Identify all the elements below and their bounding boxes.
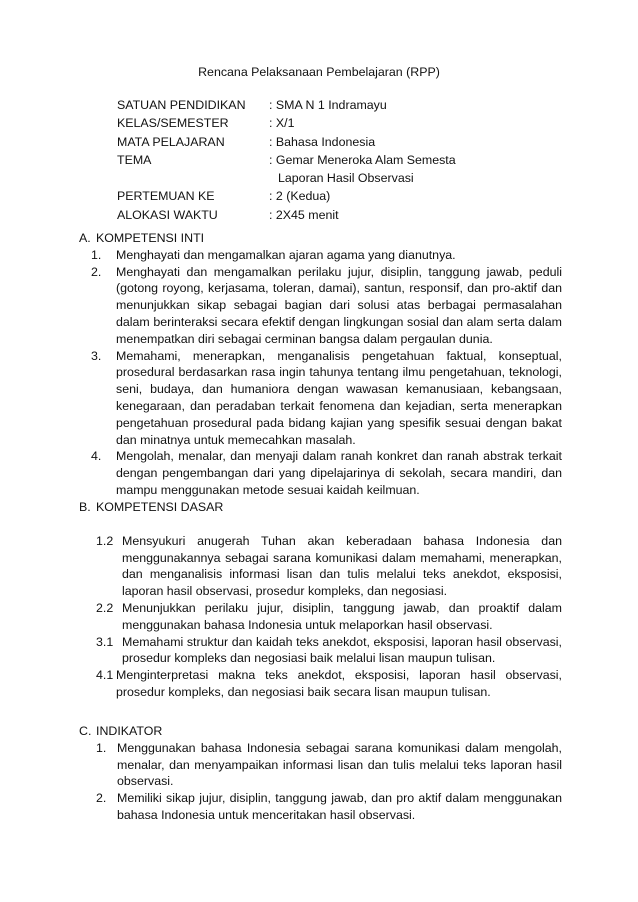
meta-row-theme xyxy=(117,151,537,169)
section-letter: A. xyxy=(79,231,91,245)
item-number: 3.1 xyxy=(96,634,114,649)
section-letter: C. xyxy=(79,724,92,738)
meta-value: : 2X45 menit xyxy=(269,207,339,222)
list-item xyxy=(96,740,562,790)
meta-row-subject xyxy=(117,133,537,151)
section-title: KOMPETENSI DASAR xyxy=(96,500,224,514)
meta-row-time-allocation xyxy=(117,206,537,224)
meta-label: KELAS/SEMESTER xyxy=(117,116,229,131)
meta-label: MATA PELAJARAN xyxy=(117,134,225,149)
section-title: INDIKATOR xyxy=(96,724,163,738)
item-number: 4.1 xyxy=(96,668,114,683)
item-text: Memiliki sikap jujur, disiplin, tanggung jawab, dan pro aktif dalam menggunakan bahasa Indonesia untuk menceritakan hasil observasi. xyxy=(117,791,562,822)
meta-label: ALOKASI WAKTU xyxy=(117,207,218,222)
section-list xyxy=(79,533,562,701)
meta-row-meeting xyxy=(117,187,537,205)
item-number: 3. xyxy=(91,348,102,363)
meta-value: : Gemar Meneroka Alam Semesta xyxy=(269,152,456,167)
meta-value: : Bahasa Indonesia xyxy=(269,134,376,149)
meta-label: PERTEMUAN KE xyxy=(117,189,215,204)
list-item xyxy=(91,247,562,264)
meta-label: TEMA xyxy=(117,152,152,167)
item-text: Mensyukuri anugerah Tuhan akan keberadaan bahasa Indonesia dan menggunakannya sebagai sarana komunikasi dalam memahami, menerapkan, dan menganalisis informasi lisan dan tulis melalui teks anekdot, eksposisi, laporan hasil observasi, prosedur kompleks, dan negosiasi. xyxy=(122,533,562,599)
document-title: Rencana Pelaksanaan Pembelajaran (RPP) xyxy=(198,65,440,79)
item-number: 1.2 xyxy=(96,533,114,548)
list-item xyxy=(96,790,562,824)
meta-row-class-semester xyxy=(117,114,537,132)
item-number: 2.2 xyxy=(96,600,114,615)
meta-label xyxy=(117,169,269,187)
item-text: Menghayati dan mengamalkan perilaku jujur, disiplin, tanggung jawab, peduli (gotong royong, kerjasama, toleran, damai), santun, responsif, dan pro-aktif dan menunjukkan sikap sebagai bagian dari solusi atas berbagai permasalahan dalam berinteraksi secara efektif dengan lingkungan sosial dan alam serta dalam menempatkan diri sebagai cerminan bangsa dalam pergaulan dunia. xyxy=(116,264,562,346)
section-heading xyxy=(79,723,562,740)
identity-table xyxy=(117,96,537,224)
meta-value: : X/1 xyxy=(269,116,295,131)
item-text: Menunjukkan perilaku jujur, disiplin, tanggung jawab, dan proaktif dalam menggunakan bahasa Indonesia untuk melaporkan hasil observasi. xyxy=(122,600,562,632)
meta-value: : SMA N 1 Indramayu xyxy=(269,98,387,112)
section-heading xyxy=(79,499,562,516)
item-number: 2. xyxy=(96,791,107,806)
section-kompetensi-dasar xyxy=(79,499,562,701)
section-indikator xyxy=(79,723,562,824)
section-list xyxy=(79,247,562,499)
list-item xyxy=(96,600,562,634)
item-text: Memahami struktur dan kaidah teks anekdot, eksposisi, laporan hasil observasi, prosedur kompleks dan negosiasi baik melalui lisan maupun tulisan. xyxy=(122,634,562,666)
item-number: 1. xyxy=(91,247,102,262)
item-text: Menggunakan bahasa Indonesia sebagai sarana komunikasi dalam mengolah, menalar, dan menyampaikan informasi lisan dan tulis melalui teks laporan hasil observasi. xyxy=(117,740,562,789)
section-kompetensi-inti xyxy=(79,230,562,499)
meta-value: : 2 (Kedua) xyxy=(269,189,331,204)
item-text: Menginterpretasi makna teks anekdot, eksposisi, laporan hasil observasi, prosedur kompleks, dan negosiasi baik secara lisan maupun tulisan. xyxy=(116,668,562,699)
item-number: 1. xyxy=(96,740,107,755)
meta-label: SATUAN PENDIDIKAN xyxy=(117,98,246,112)
section-title: KOMPETENSI INTI xyxy=(96,231,205,245)
list-item xyxy=(91,448,562,498)
list-item xyxy=(91,264,562,348)
meta-value: Laporan Hasil Observasi xyxy=(278,171,414,186)
list-item xyxy=(96,533,562,600)
section-heading xyxy=(79,230,562,247)
meta-row-theme-continued xyxy=(117,169,537,187)
list-item xyxy=(91,348,562,449)
section-list xyxy=(79,740,562,824)
item-number: 2. xyxy=(91,264,102,279)
section-letter: B. xyxy=(79,500,91,514)
item-text: Menghayati dan mengamalkan ajaran agama yang dianutnya. xyxy=(116,247,456,262)
list-item xyxy=(96,667,562,701)
list-item xyxy=(96,634,562,668)
item-text: Mengolah, menalar, dan menyaji dalam ranah konkret dan ranah abstrak terkait dengan pengembangan dari yang dipelajarinya di sekolah, secara mandiri, dan mampu menggunakan metode sesuai kaidah keilmuan. xyxy=(116,449,562,497)
meta-row-school xyxy=(117,96,537,114)
item-text: Memahami, menerapkan, menganalisis pengetahuan faktual, konseptual, prosedural berdasarkan rasa ingin tahunya tentang ilmu pengetahuan, teknologi, seni, budaya, dan humaniora dengan wawasan kemanusiaan, kebangsaan, kenegaraan, dan peradaban terkait fenomena dan kejadian, serta menerapkan pengetahuan prosedural pada bidang kajian yang spesifik sesuai dengan bakat dan minatnya untuk memecahkan masalah. xyxy=(116,348,562,447)
item-number: 4. xyxy=(91,449,102,464)
